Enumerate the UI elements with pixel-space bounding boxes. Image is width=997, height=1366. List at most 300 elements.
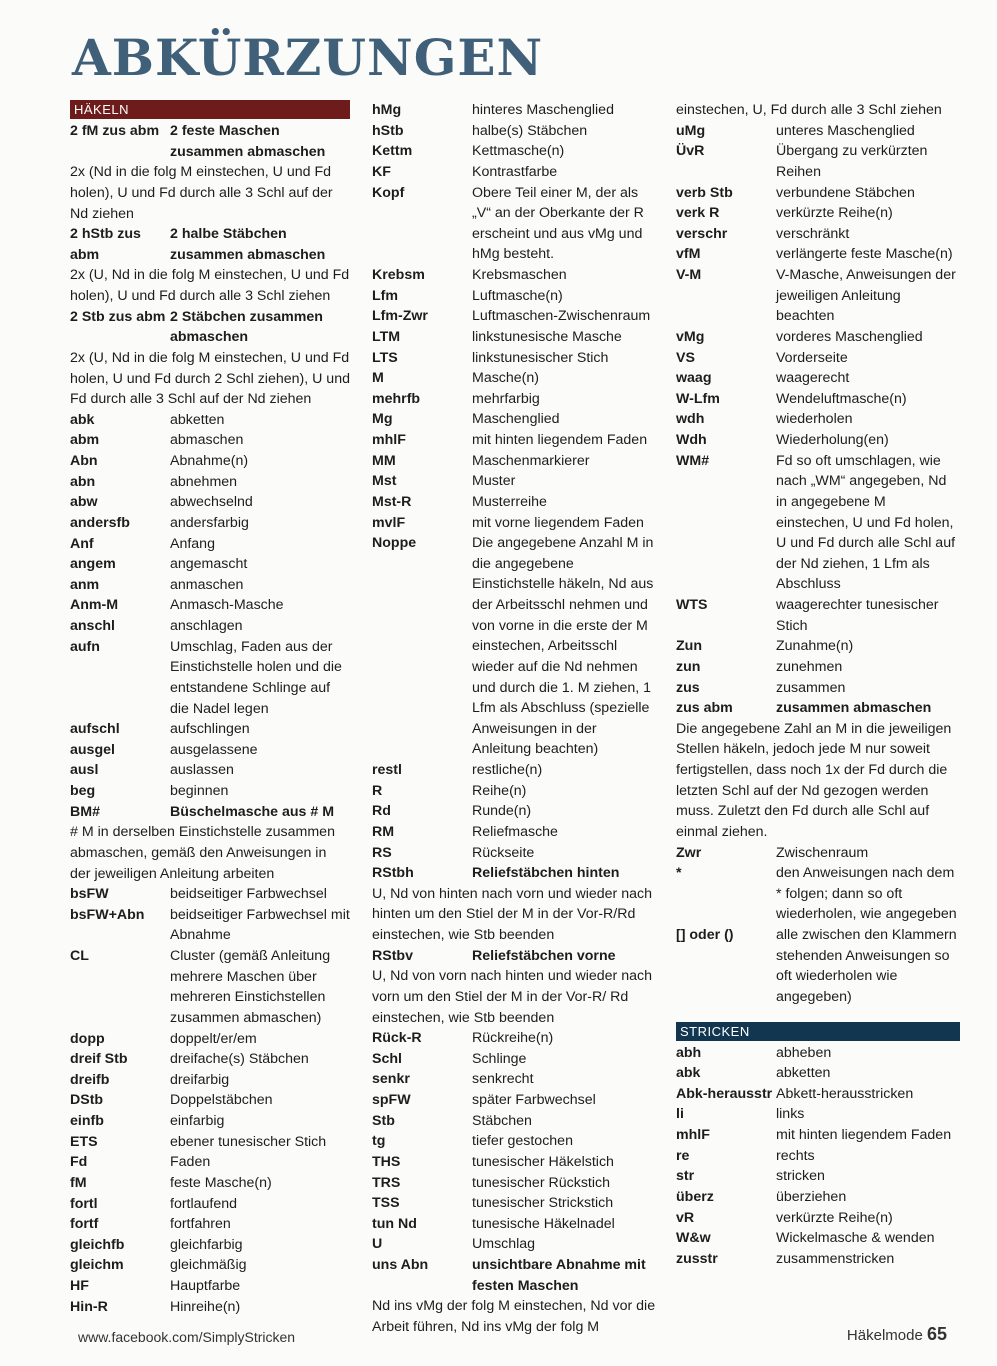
abbreviation-term: vMg (676, 328, 705, 345)
abbreviation-term: zun (676, 658, 701, 675)
abbreviation-term: V-M (676, 267, 702, 283)
abbreviation-entry (372, 368, 657, 389)
abbreviation-meaning: dreifache(s) Stäbchen (170, 1051, 309, 1068)
abbreviation-meaning: links (776, 1106, 805, 1123)
abbreviation-term: THS (372, 1153, 401, 1170)
entry-description-text: # M in derselben Einstichstelle zusammen abmaschen, gemäß den Anweisungen in der jeweiligen Anleitung arbeiten (70, 824, 335, 882)
abbreviation-meaning: 2 feste Maschen zusammen abmaschen (170, 123, 326, 160)
abbreviation-entry (70, 1235, 350, 1256)
abbreviation-entry (676, 1208, 960, 1229)
abbreviation-entry (70, 595, 350, 616)
abbreviation-entry (70, 575, 350, 596)
abbreviation-entry (676, 1084, 960, 1105)
abbreviation-term: M (372, 370, 384, 387)
abbreviation-meaning: Schlinge (472, 1050, 527, 1067)
section-heading-haekeln: HÄKELN (70, 100, 350, 119)
abbreviation-entry (372, 801, 657, 822)
abbreviation-meaning: gleichfarbig (170, 1236, 243, 1253)
abbreviation-entry (676, 1228, 960, 1249)
footer-page-info (847, 1324, 947, 1345)
abbreviation-entry (70, 1173, 350, 1194)
abbreviation-entry (676, 244, 960, 265)
abbreviation-meaning: restliche(n) (472, 762, 543, 778)
entry-description-text: Die angegebene Zahl an M in die jeweiligen Stellen häkeln, jedoch jede M nur soweit fertigstellen, dass noch 1x der Fd durch die letzten Schl auf der Nd gezogen werden muss. Zuletzt den Fd durch alle Schl auf einmal ziehen. (676, 720, 952, 840)
abbreviation-meaning: Wickelmasche & wenden (776, 1230, 935, 1247)
abbreviation-entry (70, 1297, 350, 1318)
abbreviation-entry (70, 1090, 350, 1111)
abbreviation-term: re (676, 1147, 690, 1164)
abbreviation-meaning: hinteres Maschenglied (472, 102, 614, 118)
abbreviation-entry (372, 265, 657, 286)
abbreviation-meaning: fortlaufend (170, 1195, 238, 1212)
abbreviation-entry (372, 389, 657, 410)
abbreviation-meaning: Musterreihe (472, 493, 547, 510)
abbreviation-entry (70, 1111, 350, 1132)
abbreviation-meaning: linkstunesischer Stich (472, 349, 609, 366)
abbreviation-term: R (372, 782, 383, 799)
abbreviation-term: restl (372, 762, 402, 778)
abbreviation-term: hStb (372, 122, 404, 139)
abbreviation-term: Lfm-Zwr (372, 308, 428, 325)
abbreviation-term: Hin-R (70, 1298, 108, 1315)
abbreviation-term: str (676, 1168, 695, 1185)
abbreviation-term: mhlF (676, 1127, 710, 1143)
abbreviation-entry (676, 430, 960, 451)
abbreviation-entry (372, 1131, 657, 1152)
abbreviation-meaning: Faden (170, 1154, 211, 1171)
abbreviation-term: MM (372, 452, 396, 469)
abbreviation-meaning: Umschlag, Faden aus der Einstichstelle holen und die entstandene Schlinge auf die Nadel legen (170, 638, 342, 717)
abbreviation-entry (70, 781, 350, 802)
abbreviation-meaning: Kettmasche(n) (472, 143, 565, 160)
abbreviation-term: verb Stb (676, 184, 733, 201)
abbreviation-term: mvlF (372, 514, 406, 531)
abbreviation-term: Kopf (372, 184, 405, 201)
abbreviation-term: * (676, 865, 682, 882)
abbreviation-entry (372, 781, 657, 802)
abbreviation-entry (676, 203, 960, 224)
abbreviation-entry (70, 616, 350, 637)
abbreviation-term: TRS (372, 1174, 401, 1191)
abbreviation-term: abk (676, 1065, 701, 1082)
abbreviation-term: [] oder () (676, 927, 734, 943)
abbreviation-term: VS (676, 349, 695, 366)
abbreviation-entry (372, 760, 657, 781)
abbreviation-meaning: 2 halbe Stäbchen zusammen abmaschen (170, 226, 326, 263)
abbreviation-term: Fd (70, 1154, 88, 1171)
abbreviation-meaning: Abnahme(n) (170, 453, 249, 469)
abbreviation-entry (676, 451, 960, 595)
abbreviation-term: Noppe (372, 535, 417, 552)
abbreviation-entry (676, 595, 960, 636)
abbreviation-entry (372, 451, 657, 472)
abbreviation-term: verschr (676, 225, 728, 242)
abbreviation-meaning: unsichtbare Abnahme mit festen Maschen (472, 1257, 646, 1294)
abbreviation-meaning: Die angegebene Anzahl M in die angegebene Einstichstelle häkeln, Nd aus der Arbeitsschl nehmen und von vorne in die erste der M einstechen, Arbeitsschl wieder auf die Nd nehmen und durch die 1. M ziehen, 1 Lfm als Abschluss (spezielle Anweisungen in der Anleitung beachten) (472, 535, 654, 758)
abbreviation-meaning: Abkett-herausstricken (776, 1085, 914, 1102)
abbreviation-entry (676, 327, 960, 348)
abbreviation-meaning: verbundene Stäbchen (776, 184, 915, 201)
abbreviation-term: zusstr (676, 1250, 718, 1267)
abbreviation-term: mhlF (372, 432, 406, 448)
abbreviation-term: gleichm (70, 1257, 124, 1274)
abbreviation-term: uMg (676, 122, 706, 139)
abbreviation-meaning: rechts (776, 1147, 815, 1164)
abbreviation-meaning: auslassen (170, 762, 234, 779)
abbreviation-term: ETS (70, 1133, 98, 1150)
abbreviation-entry (676, 183, 960, 204)
abbreviation-term: abn (70, 473, 96, 490)
abbreviation-entry (676, 1166, 960, 1187)
abbreviation-entry (372, 1111, 657, 1132)
abbreviation-meaning: abketten (170, 411, 225, 428)
abbreviation-entry (70, 946, 350, 1029)
abbreviation-entry (70, 1194, 350, 1215)
abbreviation-entry (70, 430, 350, 451)
entry-description-text: einstechen, U, Fd durch alle 3 Schl ziehen (676, 102, 942, 118)
abbreviation-term: mehrfb (372, 390, 421, 407)
abbreviation-term: Schl (372, 1050, 402, 1067)
abbreviation-entry (372, 863, 657, 884)
abbreviation-term: Lfm (372, 287, 399, 304)
abbreviation-term: li (676, 1106, 684, 1123)
abbreviation-entry (70, 513, 350, 534)
abbreviation-meaning: verkürzte Reihe(n) (776, 205, 893, 222)
abbreviation-meaning: linkstunesische Masche (472, 328, 622, 345)
abbreviation-entry (70, 760, 350, 781)
abbreviation-entry (676, 348, 960, 369)
abbreviation-term: RS (372, 844, 392, 861)
abbreviation-meaning: Stäbchen (472, 1112, 532, 1129)
abbreviation-meaning: zusammen abmaschen (776, 700, 932, 717)
abbreviation-entry (70, 1214, 350, 1235)
abbreviation-entry (676, 678, 960, 699)
abbreviation-term: fortf (70, 1216, 99, 1233)
abbreviation-meaning: aufschlingen (170, 721, 250, 738)
page-title: ABKÜRZUNGEN (72, 28, 544, 87)
abbreviation-list-haekeln (70, 121, 350, 1317)
abbreviation-term: RStbh (372, 865, 414, 882)
abbreviation-meaning: Anfang (170, 535, 215, 552)
abbreviation-meaning: Übergang zu verkürzten Reihen (776, 143, 928, 180)
abbreviation-entry (676, 1249, 960, 1270)
abbreviation-term: Abn (70, 453, 98, 469)
abbreviation-entry (676, 368, 960, 389)
abbreviation-term: U (372, 1236, 383, 1253)
abbreviation-meaning: mit vorne liegendem Faden (472, 514, 644, 531)
abbreviation-meaning: Rückseite (472, 844, 535, 861)
entry-description-text: 2x (U, Nd in die folg M einstechen, U und Fd holen, U und Fd durch 2 Schl ziehen), U und Fd durch alle 3 Schl auf der Nd ziehen (70, 349, 350, 408)
abbreviation-list-stricken (676, 1043, 960, 1270)
abbreviation-term: fortl (70, 1195, 98, 1212)
abbreviation-meaning: ebener tunesischer Stich (170, 1133, 327, 1150)
abbreviation-term: abw (70, 494, 98, 511)
abbreviation-entry (70, 637, 350, 720)
abbreviation-meaning: feste Masche(n) (170, 1174, 272, 1191)
abbreviation-meaning: tunesischer Häkelstich (472, 1153, 614, 1170)
abbreviation-entry (372, 1234, 657, 1255)
abbreviation-meaning: Zwischenraum (776, 844, 869, 861)
abbreviation-entry (372, 1255, 657, 1296)
abbreviation-term: bsFW (70, 886, 109, 903)
abbreviation-entry (70, 1276, 350, 1297)
abbreviation-entry (676, 1125, 960, 1146)
page-number: 65 (926, 1324, 947, 1344)
abbreviation-entry (70, 1070, 350, 1091)
abbreviation-entry (70, 410, 350, 431)
abbreviation-meaning: mit hinten liegendem Faden (472, 432, 648, 448)
abbreviation-entry (70, 1132, 350, 1153)
abbreviation-meaning: Muster (472, 473, 516, 490)
abbreviation-meaning: Reihe(n) (472, 782, 527, 799)
abbreviation-entry (70, 802, 350, 823)
abbreviation-meaning: abmaschen (170, 432, 244, 449)
abbreviation-term: 2 hStb zus abm (70, 226, 141, 263)
abbreviation-entry (372, 471, 657, 492)
abbreviation-meaning: zusammen (776, 679, 846, 696)
abbreviation-meaning: Fd so oft umschlagen, wie nach „WM“ angegeben, Nd in angegebene M einstechen, U und Fd holen, U und Fd durch alle Schl auf der Nd ziehen, 1 Lfm als Abschluss (776, 452, 956, 593)
abbreviation-entry (676, 843, 960, 864)
abbreviation-entry (372, 946, 657, 967)
abbreviation-term: HF (70, 1278, 89, 1294)
abbreviation-term: CL (70, 948, 89, 964)
abbreviation-meaning: doppelt/er/em (170, 1030, 257, 1047)
abbreviation-term: vR (676, 1209, 695, 1226)
abbreviation-meaning: Hinreihe(n) (170, 1298, 241, 1315)
abbreviation-entry (70, 1152, 350, 1173)
abbreviation-term: beg (70, 783, 96, 799)
abbreviation-term: abk (70, 411, 95, 428)
abbreviation-meaning: dreifarbig (170, 1071, 230, 1088)
abbreviation-term: zus abm (676, 700, 733, 717)
abbreviation-meaning: unteres Maschenglied (776, 122, 915, 139)
abbreviation-entry (372, 1152, 657, 1173)
abbreviation-entry (70, 719, 350, 740)
abbreviation-term: WM# (676, 452, 710, 469)
abbreviation-entry (70, 905, 350, 946)
abbreviation-term: Stb (372, 1112, 395, 1129)
abbreviation-entry (676, 224, 960, 245)
abbreviation-meaning: tunesischer Rückstich (472, 1174, 610, 1191)
magazine-name: Häkelmode (846, 1327, 923, 1344)
abbreviation-meaning: Vorderseite (776, 349, 848, 366)
abbreviation-term: RStbv (372, 947, 413, 964)
abbreviation-entry (372, 121, 657, 142)
abbreviation-meaning: ausgelassene (170, 741, 258, 758)
abbreviation-term: ausgel (70, 741, 115, 758)
abbreviation-entry (676, 636, 960, 657)
abbreviation-term: überz (676, 1188, 714, 1205)
abbreviation-meaning: tunesischer Strickstich (472, 1195, 614, 1212)
abbreviation-entry (676, 121, 960, 142)
abbreviation-entry (70, 884, 350, 905)
abbreviation-term: andersfb (70, 514, 130, 531)
abbreviation-entry (372, 1193, 657, 1214)
abbreviation-meaning: verlängerte feste Masche(n) (776, 246, 953, 263)
abbreviation-meaning: abwechselnd (170, 494, 253, 511)
abbreviation-term: zus (676, 679, 700, 696)
abbreviation-meaning: später Farbwechsel (472, 1092, 596, 1108)
abbreviation-meaning: 2 Stäbchen zusammen abmaschen (170, 308, 323, 346)
abbreviation-term: Mst (372, 473, 397, 490)
abbreviation-meaning: verkürzte Reihe(n) (776, 1209, 893, 1226)
abbreviation-meaning: mit hinten liegendem Faden (776, 1127, 952, 1143)
abbreviation-entry (372, 1069, 657, 1090)
abbreviation-meaning: Anmasch-Masche (170, 597, 284, 614)
abbreviation-entry (676, 141, 960, 182)
abbreviation-term: W-Lfm (676, 390, 720, 407)
abbreviation-meaning: überziehen (776, 1188, 847, 1205)
abbreviation-meaning: einfarbig (170, 1113, 225, 1129)
abbreviation-term: Mg (372, 411, 393, 428)
abbreviation-term: fM (70, 1174, 87, 1191)
abbreviation-term: verk R (676, 205, 720, 222)
abbreviation-meaning: tunesische Häkelnadel (472, 1215, 615, 1232)
abbreviation-meaning: Reliefstäbchen hinten (472, 865, 620, 882)
abbreviation-entry (372, 1028, 657, 1049)
abbreviation-term: Mst-R (372, 493, 412, 510)
entry-description-text: 2x (U, Nd in die folg M einstechen, U und Fd holen), U und Fd durch alle 3 Schl ziehen (70, 267, 350, 304)
abbreviation-term: dopp (70, 1030, 105, 1047)
abbreviation-meaning: wiederholen (776, 411, 853, 428)
abbreviation-meaning: zusammenstricken (776, 1250, 895, 1267)
abbreviation-term: aufn (70, 638, 100, 655)
abbreviation-entry (372, 306, 657, 327)
abbreviation-entry (676, 389, 960, 410)
abbreviation-meaning: anschlagen (170, 618, 243, 634)
abbreviation-list-haekeln-continued (372, 100, 657, 1338)
abbreviation-term: RM (372, 823, 395, 840)
abbreviation-term: DStb (70, 1092, 104, 1109)
column-2 (372, 100, 657, 1338)
section-heading-stricken: STRICKEN (676, 1022, 960, 1041)
abbreviation-term: Zun (676, 638, 702, 655)
abbreviation-entry (372, 492, 657, 513)
abbreviation-term: wdh (676, 411, 705, 428)
abbreviation-meaning: den Anweisungen nach dem * folgen; dann so oft wiederholen, wie angegeben (776, 865, 957, 923)
abbreviation-term: anm (70, 576, 100, 593)
abbreviation-meaning: beidseitiger Farbwechsel mit Abnahme (170, 906, 350, 944)
abbreviation-meaning: Rückreihe(n) (472, 1030, 554, 1047)
abbreviation-entry (676, 1063, 960, 1084)
abbreviation-term: WTS (676, 597, 708, 613)
abbreviation-entry (70, 472, 350, 493)
abbreviation-entry (70, 740, 350, 761)
abbreviation-term: BM# (70, 803, 100, 820)
abbreviation-term: Rd (372, 803, 391, 820)
abbreviation-entry (70, 307, 350, 348)
abbreviation-meaning: abheben (776, 1044, 832, 1061)
abbreviation-entry (70, 121, 350, 162)
abbreviation-meaning: Krebsmaschen (472, 267, 567, 283)
abbreviation-entry (676, 265, 960, 327)
abbreviation-entry (372, 1049, 657, 1070)
abbreviation-term: TSS (372, 1195, 400, 1212)
abbreviation-entry (372, 100, 657, 121)
abbreviation-term: 2 fM zus abm (70, 123, 160, 139)
abbreviation-entry (372, 533, 657, 760)
abbreviation-meaning: mehrfarbig (472, 390, 540, 407)
abbreviation-meaning: angemascht (170, 556, 248, 573)
abbreviation-entry (676, 657, 960, 678)
abbreviation-meaning: Reliefstäbchen vorne (472, 947, 616, 964)
abbreviation-meaning: Reliefmasche (472, 823, 558, 840)
abbreviation-term: 2 Stb zus abm (70, 308, 166, 325)
abbreviation-meaning: senkrecht (472, 1071, 534, 1088)
abbreviation-term: gleichfb (70, 1236, 125, 1253)
abbreviation-entry (372, 843, 657, 864)
abbreviation-term: ÜvR (676, 143, 705, 160)
column-3 (676, 100, 960, 1269)
abbreviation-term: Anm-M (70, 597, 119, 614)
abbreviation-entry (70, 1049, 350, 1070)
abbreviation-term: ausl (70, 762, 99, 779)
abbreviation-meaning: halbe(s) Stäbchen (472, 122, 588, 139)
abbreviation-term: senkr (372, 1071, 410, 1088)
entry-description-text: U, Nd von vorn nach hinten und wieder nach vorn um den Stiel der M in der Vor-R/ Rd einstechen, wie Stb beenden (372, 968, 652, 1026)
abbreviation-entry (372, 430, 657, 451)
abbreviation-entry (372, 327, 657, 348)
abbreviation-meaning: tiefer gestochen (472, 1133, 573, 1150)
abbreviation-entry (372, 162, 657, 183)
abbreviation-meaning: fortfahren (170, 1216, 231, 1233)
abbreviation-meaning: abketten (776, 1065, 831, 1082)
abbreviation-meaning: Cluster (gemäß Anleitung mehrere Maschen über mehreren Einstichstellen zusammen abmaschen) (170, 948, 331, 1026)
abbreviation-entry (70, 554, 350, 575)
abbreviation-term: aufschl (70, 721, 120, 738)
abbreviation-term: bsFW+Abn (70, 906, 145, 923)
column-1 (70, 100, 350, 1317)
abbreviation-meaning: Doppelstäbchen (170, 1092, 273, 1109)
abbreviation-entry (372, 513, 657, 534)
abbreviation-entry (372, 1173, 657, 1194)
abbreviation-meaning: Masche(n) (472, 370, 540, 387)
abbreviation-meaning: stricken (776, 1168, 825, 1185)
abbreviation-entry (70, 492, 350, 513)
abbreviation-meaning: beidseitiger Farbwechsel (170, 886, 327, 903)
abbreviation-entry (676, 1104, 960, 1125)
abbreviation-meaning: Wiederholung(en) (776, 432, 889, 448)
abbreviation-meaning: verschränkt (776, 225, 850, 242)
abbreviation-entry (372, 822, 657, 843)
abbreviation-meaning: Wendeluftmasche(n) (776, 390, 907, 407)
abbreviation-term: spFW (372, 1092, 411, 1108)
abbreviation-entry (372, 409, 657, 430)
abbreviation-term: Abk-herausstr (676, 1085, 773, 1102)
abbreviation-entry (676, 409, 960, 430)
abbreviation-term: vfM (676, 246, 701, 263)
abbreviation-entry (372, 141, 657, 162)
abbreviation-entry (372, 286, 657, 307)
abbreviation-entry (676, 1187, 960, 1208)
abbreviation-entry (676, 698, 960, 719)
abbreviation-entry (372, 183, 657, 266)
abbreviation-meaning: Luftmaschen-Zwischenraum (472, 308, 651, 325)
abbreviation-meaning: anmaschen (170, 576, 244, 593)
abbreviation-meaning: V-Masche, Anweisungen der jeweiligen Anleitung beachten (776, 267, 956, 325)
abbreviation-entry (676, 1043, 960, 1064)
abbreviation-term: uns Abn (372, 1257, 429, 1273)
abbreviation-entry (676, 863, 960, 925)
abbreviation-meaning: vorderes Maschenglied (776, 328, 923, 345)
abbreviation-meaning: Luftmasche(n) (472, 287, 563, 304)
abbreviation-meaning: andersfarbig (170, 514, 249, 531)
abbreviation-meaning: waagerecht (776, 370, 850, 387)
footer-url: www.facebook.com/SimplyStricken (78, 1329, 296, 1345)
abbreviation-meaning: Runde(n) (472, 803, 532, 820)
abbreviation-list-haekeln-end (676, 100, 960, 1008)
abbreviation-meaning: alle zwischen den Klammern stehenden Anweisungen so oft wiederholen wie angegeben) (776, 927, 957, 1005)
